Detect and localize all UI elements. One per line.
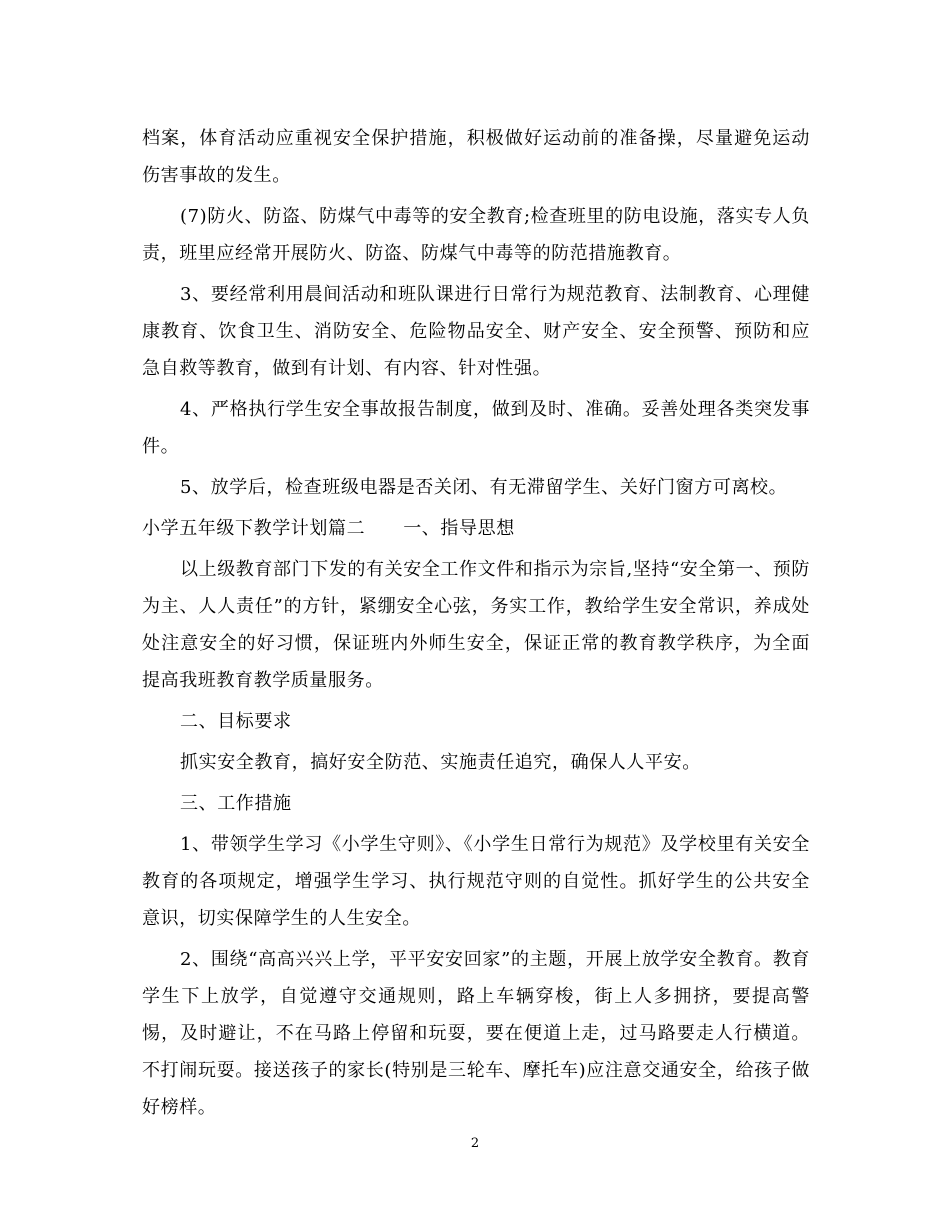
paragraph-item-4: 4、严格执行学生安全事故报告制度，做到及时、准确。妥善处理各类突发事件。 <box>142 399 810 457</box>
paragraph-continuation: 档案，体育活动应重视安全保护措施，积极做好运动前的准备操，尽量避免运动伤害事故的发生。 <box>142 128 810 186</box>
document-body <box>142 120 810 1130</box>
heading-measures: 三、工作措施 <box>180 793 292 814</box>
paragraph-guiding-idea: 以上级教育部门下发的有关安全工作文件和指示为宗旨,坚持“安全第一、预防为主、人人责任”的方针，紧绷安全心弦，务实工作，教给学生安全常识，养成处处注意安全的好习惯，保证班内外师生安全，保证正常的教育教学秩序，为全面提高我班教育教学质量服务。 <box>142 559 810 691</box>
paragraph-item-3: 3、要经常利用晨间活动和班队课进行日常行为规范教育、法制教育、心理健康教育、饮食卫生、消防安全、危险物品安全、财产安全、安全预警、预防和应急自救等教育，做到有计划、有内容、针对性强。 <box>142 284 810 379</box>
heading-goals: 二、目标要求 <box>180 711 292 732</box>
paragraph-goals: 抓实安全教育，搞好安全防范、实施责任追究，确保人人平安。 <box>180 752 701 773</box>
paragraph-item-5: 5、放学后，检查班级电器是否关闭、有无滞留学生、关好门窗方可离校。 <box>180 477 788 498</box>
section-subtitle: 一、指导思想 <box>403 518 515 539</box>
paragraph-measure-2: 2、围绕“高高兴兴上学，平平安安回家”的主题，开展上放学安全教育。教育学生下上放学，自觉遵守交通规则，路上车辆穿梭，街上人多拥挤，要提高警惕，及时避让，不在马路上停留和玩耍，要在便道上走，过马路要走人行横道。不打闹玩耍。接送孩子的家长(特别是三轮车、摩托车)应注意交通安全，给孩子做好榜样。 <box>142 949 810 1118</box>
paragraph-measure-1: 1、带领学生学习《小学生守则》、《小学生日常行为规范》及学校里有关安全教育的各项规定，增强学生学习、执行规范守则的自觉性。抓好学生的公共安全意识，切实保障学生的人生安全。 <box>142 834 810 929</box>
section-heading <box>142 510 810 547</box>
page-number: 2 <box>470 1136 480 1151</box>
section-title: 小学五年级下教学计划篇二 <box>142 518 366 539</box>
paragraph-fire-safety: (7)防火、防盗、防煤气中毒等的安全教育;检查班里的防电设施，落实专人负责，班里应经常开展防火、防盗、防煤气中毒等的防范措施教育。 <box>142 206 810 264</box>
